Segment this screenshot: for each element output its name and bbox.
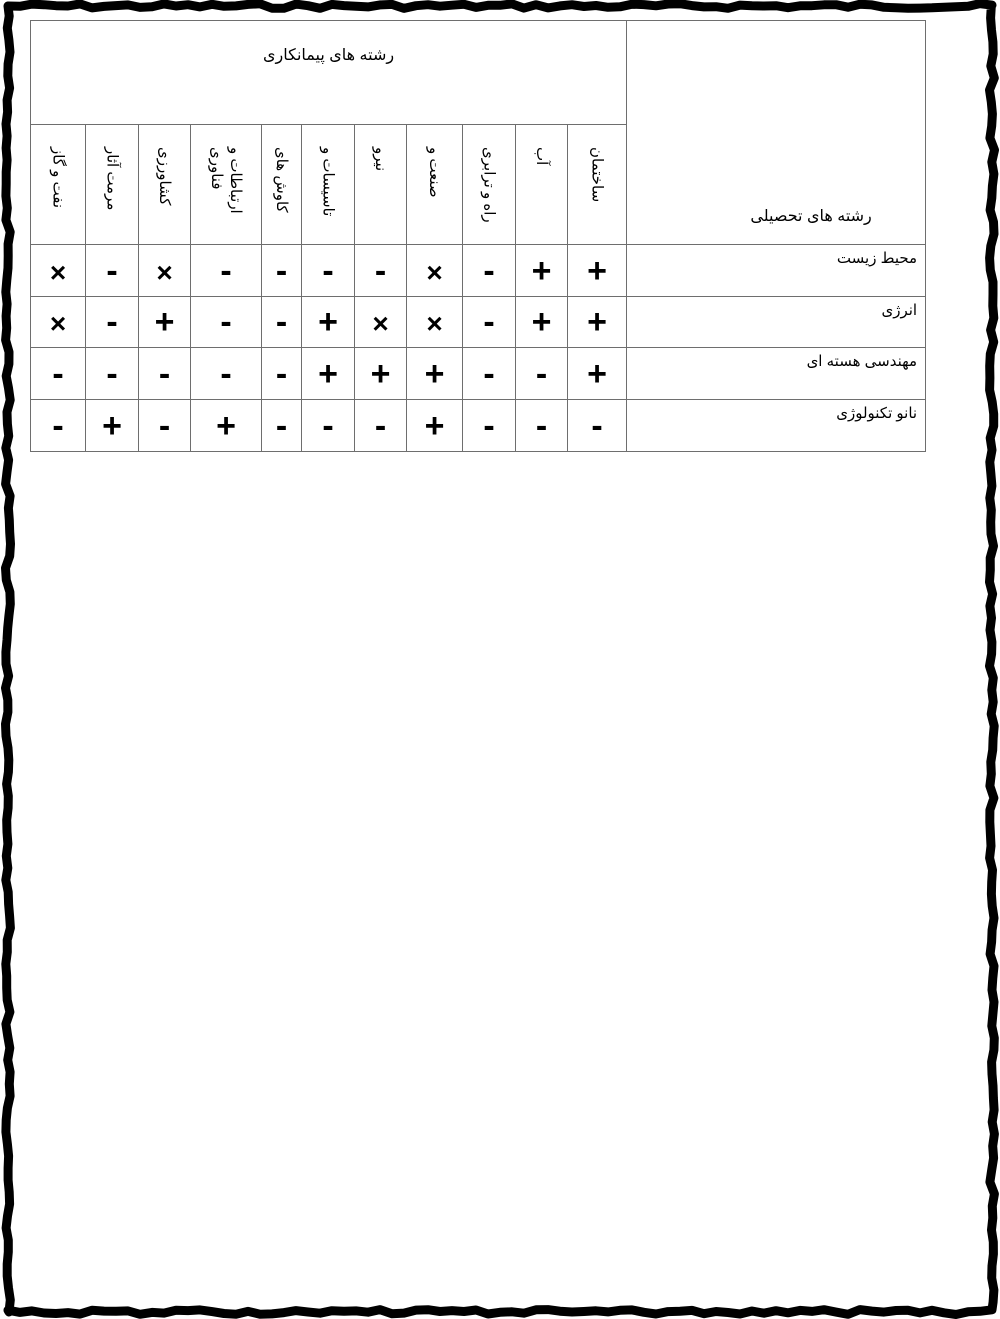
- mark-cell: [516, 245, 568, 297]
- mark-cell: [516, 297, 568, 348]
- mark-cell: [302, 245, 355, 297]
- mark-cell: [86, 400, 139, 452]
- matrix-row: [31, 297, 926, 348]
- column-header: [407, 125, 463, 245]
- mark-cell: [463, 297, 516, 348]
- column-header: [516, 125, 568, 245]
- mark-cell: [262, 297, 302, 348]
- column-header-label: راه و ترابری: [480, 147, 498, 223]
- mark-symbol: -: [106, 354, 118, 393]
- mark-symbol: -: [374, 406, 387, 445]
- mark-cell: [355, 297, 407, 348]
- mark-cell: [31, 245, 86, 297]
- study-contracting-matrix: [30, 20, 926, 452]
- mark-cell: [568, 297, 627, 348]
- mark-symbol: -: [483, 303, 495, 341]
- mark-cell: [139, 245, 191, 297]
- mark-cell: [302, 297, 355, 348]
- row-label: انرژی: [627, 297, 926, 348]
- matrix-row: [31, 348, 926, 400]
- mark-cell: [407, 297, 463, 348]
- mark-cell: [355, 245, 407, 297]
- row-label: نانو تکنولوژی: [627, 400, 926, 452]
- mark-cell: [191, 297, 262, 348]
- mark-symbol: ×: [372, 308, 389, 339]
- mark-symbol: -: [535, 354, 548, 393]
- mark-cell: [139, 348, 191, 400]
- column-header: [86, 125, 139, 245]
- mark-symbol: -: [322, 251, 334, 290]
- mark-symbol: +: [587, 303, 607, 341]
- mark-cell: [355, 348, 407, 400]
- mark-symbol: -: [591, 406, 603, 445]
- column-header: [463, 125, 516, 245]
- mark-symbol: -: [483, 251, 495, 290]
- column-header-label: نیرو: [372, 147, 389, 172]
- mark-cell: [31, 348, 86, 400]
- column-header-label: کشاورزی: [156, 147, 173, 206]
- column-header-label: آب: [533, 147, 550, 166]
- mark-symbol: -: [374, 251, 387, 290]
- matrix-row: [31, 400, 926, 452]
- mark-symbol: -: [52, 354, 64, 393]
- mark-cell: [407, 245, 463, 297]
- mark-cell: [355, 400, 407, 452]
- academic-fields-label: رشته های تحصیلی: [750, 208, 872, 225]
- mark-symbol: -: [275, 303, 288, 341]
- mark-symbol: -: [52, 406, 64, 445]
- mark-cell: [262, 348, 302, 400]
- mark-cell: [86, 245, 139, 297]
- mark-cell: [568, 400, 627, 452]
- column-header: [355, 125, 407, 245]
- mark-symbol: +: [102, 406, 122, 445]
- mark-cell: [302, 400, 355, 452]
- row-label: مهندسی هسته ای: [627, 348, 926, 400]
- mark-symbol: -: [220, 251, 232, 290]
- mark-cell: [86, 348, 139, 400]
- mark-symbol: -: [275, 251, 288, 290]
- column-header-label: صنعت و: [426, 147, 443, 198]
- mark-symbol: +: [154, 303, 175, 341]
- column-header: [262, 125, 302, 245]
- academic-fields-header: [627, 21, 926, 245]
- contracting-fields-header: رشته های پیمانکاری: [31, 21, 627, 125]
- column-header: [191, 125, 262, 245]
- mark-cell: [191, 348, 262, 400]
- column-header-label: ارتباطات و فناوری: [208, 147, 244, 214]
- mark-symbol: -: [275, 354, 288, 393]
- mark-symbol: +: [531, 251, 552, 290]
- mark-cell: [463, 245, 516, 297]
- mark-cell: [463, 400, 516, 452]
- mark-symbol: ×: [156, 256, 173, 288]
- mark-symbol: -: [158, 406, 171, 445]
- mark-symbol: +: [587, 251, 607, 290]
- mark-cell: [407, 400, 463, 452]
- mark-cell: [139, 297, 191, 348]
- mark-symbol: -: [535, 406, 548, 445]
- column-header-label: تاسیسات و: [319, 147, 337, 217]
- mark-cell: [31, 297, 86, 348]
- mark-cell: [568, 348, 627, 400]
- mark-cell: [302, 348, 355, 400]
- mark-symbol: +: [216, 406, 236, 445]
- mark-cell: [31, 400, 86, 452]
- mark-symbol: -: [106, 251, 118, 290]
- mark-symbol: ×: [49, 256, 67, 288]
- column-header: [568, 125, 627, 245]
- mark-cell: [516, 348, 568, 400]
- matrix-row: [31, 245, 926, 297]
- mark-symbol: +: [318, 303, 338, 341]
- mark-symbol: -: [483, 406, 495, 445]
- mark-cell: [86, 297, 139, 348]
- mark-symbol: -: [483, 354, 495, 393]
- row-label: محیط زیست: [627, 245, 926, 297]
- mark-cell: [262, 400, 302, 452]
- column-header: [31, 125, 86, 245]
- mark-cell: [407, 348, 463, 400]
- column-header-label: کاوش های: [273, 147, 290, 213]
- mark-cell: [516, 400, 568, 452]
- mark-symbol: -: [220, 354, 232, 393]
- mark-symbol: ×: [426, 308, 443, 339]
- mark-symbol: ×: [49, 308, 67, 339]
- mark-cell: [191, 400, 262, 452]
- mark-cell: [191, 245, 262, 297]
- mark-symbol: +: [531, 303, 552, 341]
- mark-symbol: ×: [426, 256, 443, 288]
- mark-symbol: -: [106, 303, 118, 341]
- mark-symbol: -: [275, 406, 288, 445]
- mark-symbol: -: [158, 354, 171, 393]
- mark-cell: [463, 348, 516, 400]
- mark-cell: [568, 245, 627, 297]
- column-header-label: نفت و گاز: [49, 147, 67, 209]
- mark-symbol: +: [587, 354, 607, 393]
- mark-cell: [139, 400, 191, 452]
- mark-symbol: -: [322, 406, 334, 445]
- mark-symbol: +: [370, 354, 391, 393]
- mark-symbol: +: [424, 406, 445, 445]
- column-header-label: مرمت آثار: [103, 147, 121, 211]
- mark-cell: [262, 245, 302, 297]
- mark-symbol: -: [220, 303, 232, 341]
- column-header: [302, 125, 355, 245]
- mark-symbol: +: [424, 354, 445, 393]
- column-header: [139, 125, 191, 245]
- mark-symbol: +: [318, 354, 338, 393]
- column-header-label: ساختمان: [588, 147, 606, 203]
